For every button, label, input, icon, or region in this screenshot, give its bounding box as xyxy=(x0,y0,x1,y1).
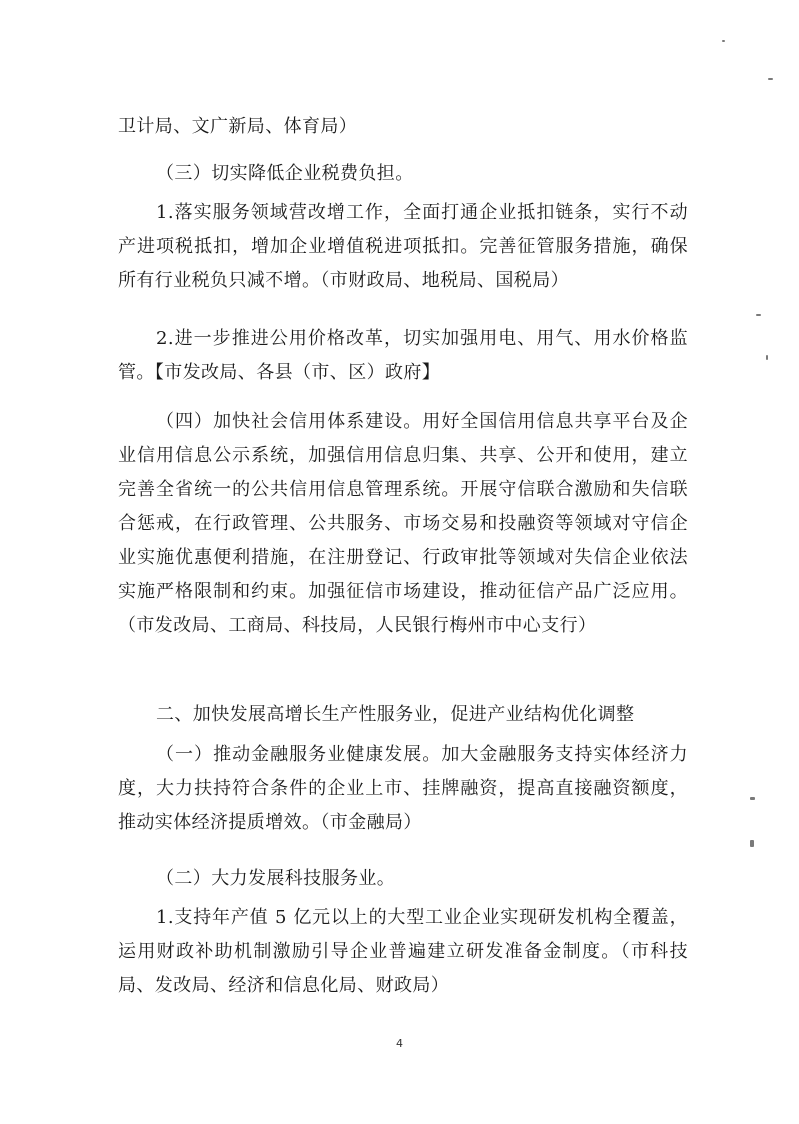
scan-speck xyxy=(722,40,725,42)
paragraph-section-4: （四）加快社会信用体系建设。用好全国信用信息共享平台及企业信用信息公示系统，加强信用信息归集、共享、公开和使用，建立完善全省统一的公共信用信息管理系统。开展守信联合激励和失信联合惩戒，在行政管理、公共服务、市场交易和投融资等领域对守信企业实施优惠便利措施，在注册登记、行政审批等领域对失信企业依法实施严格限制和约束。加强征信市场建设，推动征信产品广泛应用。（市发改局、工商局、科技局，人民银行梅州市中心支行） xyxy=(118,411,688,636)
scan-speck xyxy=(766,355,768,360)
scan-speck xyxy=(750,840,754,847)
page-number: 4 xyxy=(396,1037,403,1050)
paragraph-tech-item-1: 1.支持年产值 5 亿元以上的大型工业企业实现研发机构全覆盖，运用财政补助机制激励引导企业普遍建立研发准备金制度。（市科技局、发改局、经济和信息化局、财政局） xyxy=(118,907,688,996)
chapter-heading-2: 二、加快发展高增长生产性服务业，促进产业结构优化调整 xyxy=(156,704,635,725)
section-heading-3: （三）切实降低企业税费负担。 xyxy=(156,163,414,184)
paragraph-item-2: 2.进一步推进公用价格改革，切实加强用电、用气、用水价格监管。【市发改局、各县（市、区）政府】 xyxy=(118,328,688,383)
section-heading-tech: （二）大力发展科技服务业。 xyxy=(156,868,396,889)
paragraph-continuation: 卫计局、文广新局、体育局） xyxy=(118,116,358,137)
paragraph-finance: （一）推动金融服务业健康发展。加大金融服务支持实体经济力度，大力扶持符合条件的企业上市、挂牌融资，提高直接融资额度，推动实体经济提质增效。（市金融局） xyxy=(118,744,688,833)
scan-speck xyxy=(756,314,761,316)
scan-speck xyxy=(768,78,773,80)
paragraph-item-1: 1.落实服务领域营改增工作，全面打通企业抵扣链条，实行不动产进项税抵扣，增加企业增值税进项抵扣。完善征管服务措施，确保所有行业税负只减不增。（市财政局、地税局、国税局） xyxy=(118,202,688,291)
scan-speck xyxy=(750,797,755,800)
